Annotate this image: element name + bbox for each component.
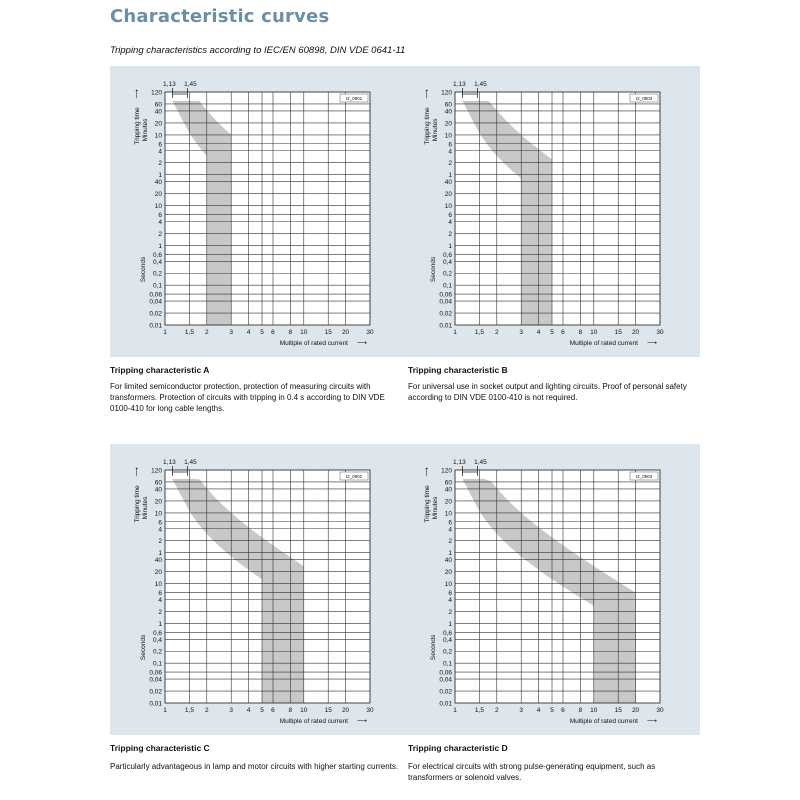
x-tick-label: 4 (536, 329, 541, 336)
y-tick-label-minutes: 60 (444, 479, 452, 487)
y-tick-label-minutes: 1 (158, 172, 162, 180)
y-tick-label-seconds: 6 (448, 589, 452, 597)
y-tick-label-minutes: 4 (158, 148, 162, 156)
x-tick-label: 1,5 (184, 329, 194, 336)
y-axis-label-seconds: Seconds (430, 256, 437, 283)
y-tick-label-seconds: 4 (158, 596, 162, 604)
x-tick-label: 15 (614, 329, 622, 336)
x-tick-label: 1 (163, 707, 167, 714)
top-marker-label-2: 1,45 (474, 459, 487, 466)
y-axis-arrow: ⟶ (134, 89, 141, 99)
x-axis-arrow: ⟶ (356, 340, 368, 347)
y-tick-label-minutes: 2 (158, 538, 162, 546)
y-tick-label-seconds: 0,06 (439, 669, 452, 677)
x-axis-arrow: ⟶ (646, 340, 658, 347)
chart-id-label: I2_0903 (635, 96, 653, 101)
y-tick-label-minutes: 20 (444, 498, 452, 506)
y-tick-label-seconds: 2 (448, 608, 452, 616)
x-tick-label: 10 (300, 707, 308, 714)
x-tick-label: 4 (536, 707, 541, 714)
x-tick-label: 8 (578, 707, 583, 714)
x-tick-label: 1 (453, 707, 457, 714)
y-tick-label-minutes: 1 (158, 550, 162, 558)
y-tick-label-minutes: 6 (158, 141, 162, 149)
y-tick-label-minutes: 120 (151, 467, 162, 475)
top-marker-label-1: 1,13 (163, 459, 176, 466)
x-tick-label: 5 (550, 707, 554, 714)
y-tick-label-seconds: 0,06 (439, 291, 452, 299)
x-tick-label: 20 (341, 329, 350, 336)
x-tick-label: 4 (246, 707, 251, 714)
y-tick-label-seconds: 4 (448, 596, 452, 604)
y-tick-label-seconds: 2 (448, 230, 452, 238)
x-tick-label: 8 (288, 707, 293, 714)
x-tick-label: 1 (163, 329, 167, 336)
y-axis-arrow: ⟶ (424, 467, 431, 477)
y-tick-label-seconds: 1 (448, 620, 452, 628)
y-axis-label-minutes: Minutes (142, 118, 149, 142)
chart-b (400, 66, 700, 357)
x-tick-label: 6 (561, 329, 565, 336)
x-tick-label: 5 (550, 329, 554, 336)
y-tick-label-seconds: 0,06 (149, 291, 162, 299)
y-tick-label-seconds: 0,4 (442, 636, 452, 644)
caption-body-c: Particularly advantageous in lamp and motor circuits with higher starting currents. (110, 762, 399, 771)
y-tick-label-seconds: 0,01 (439, 700, 452, 708)
y-tick-label-seconds: 0,01 (149, 322, 162, 330)
y-axis-label-tripping-time: Tripping time (134, 107, 141, 145)
y-tick-label-seconds: 4 (448, 218, 452, 226)
y-tick-label-minutes: 10 (154, 132, 162, 140)
caption-body-a: For limited semiconductor protection, protection of measuring circuits with transformers. Protection of circuits with tripping in 0.4 s according to DIN VDE 0100-410 for long cable lengths. (110, 382, 385, 413)
y-tick-label-minutes: 40 (444, 108, 452, 116)
x-tick-label: 15 (324, 329, 332, 336)
caption-title-d: Tripping characteristic D (408, 743, 508, 753)
y-tick-label-minutes: 20 (154, 120, 162, 128)
y-tick-label-seconds: 0,1 (152, 660, 162, 668)
y-tick-label-minutes: 10 (154, 510, 162, 518)
y-axis-label-tripping-time: Tripping time (424, 107, 431, 145)
chart-c (110, 444, 410, 735)
caption-body-b: For universal use in socket output and lighting circuits. Proof of personal safety according to DIN VDE 0100-410 is not required. (408, 382, 687, 402)
y-axis-label-seconds: Seconds (140, 256, 147, 283)
x-axis-arrow: ⟶ (356, 718, 368, 725)
y-tick-label-seconds: 0,02 (149, 688, 162, 696)
top-marker-label-1: 1,13 (453, 459, 466, 466)
top-marker-label-2: 1,45 (184, 81, 197, 88)
x-tick-label: 2 (494, 707, 499, 714)
y-tick-label-seconds: 1 (158, 242, 162, 250)
y-tick-label-seconds: 0,4 (152, 258, 162, 266)
x-axis-label: Multiple of rated current (569, 718, 638, 725)
y-tick-label-seconds: 0,04 (439, 298, 452, 306)
y-tick-label-seconds: 4 (158, 218, 162, 226)
y-tick-label-minutes: 4 (448, 526, 452, 534)
y-tick-label-seconds: 40 (444, 179, 452, 187)
y-tick-label-seconds: 6 (158, 211, 162, 219)
y-tick-label-minutes: 6 (448, 141, 452, 149)
y-tick-label-seconds: 0,2 (152, 270, 162, 278)
x-tick-label: 6 (271, 707, 275, 714)
x-tick-label: 15 (324, 707, 332, 714)
y-tick-label-seconds: 2 (158, 608, 162, 616)
y-tick-label-seconds: 20 (444, 191, 452, 199)
x-tick-label: 8 (288, 329, 293, 336)
y-tick-label-seconds: 20 (154, 191, 162, 199)
page-subtitle: Tripping characteristics according to IEC/EN 60898, DIN VDE 0641-11 (110, 45, 406, 56)
page-title: Characteristic curves (110, 6, 330, 27)
y-tick-label-seconds: 20 (154, 569, 162, 577)
chart-d (400, 444, 700, 735)
y-tick-label-minutes: 2 (448, 160, 452, 168)
caption-title-a: Tripping characteristic A (110, 365, 210, 375)
y-axis-label-tripping-time: Tripping time (424, 485, 431, 523)
x-tick-label: 1,5 (474, 329, 484, 336)
x-tick-label: 10 (590, 707, 598, 714)
y-tick-label-minutes: 4 (158, 526, 162, 534)
x-tick-label: 1,5 (474, 707, 484, 714)
y-tick-label-seconds: 10 (154, 581, 162, 589)
chart-id-label: I2_0901 (345, 96, 363, 101)
y-axis-label-seconds: Seconds (140, 634, 147, 661)
y-tick-label-minutes: 6 (448, 519, 452, 527)
y-tick-label-seconds: 6 (448, 211, 452, 219)
y-tick-label-minutes: 40 (444, 486, 452, 494)
y-tick-label-minutes: 40 (154, 486, 162, 494)
y-tick-label-seconds: 0,4 (442, 258, 452, 266)
y-tick-label-seconds: 0,04 (149, 298, 162, 306)
x-tick-label: 5 (260, 329, 264, 336)
y-tick-label-seconds: 10 (444, 203, 452, 211)
y-axis-label-minutes: Minutes (432, 118, 439, 142)
x-tick-label: 2 (204, 707, 209, 714)
y-axis-arrow: ⟶ (424, 89, 431, 99)
y-axis-label-minutes: Minutes (142, 496, 149, 520)
y-tick-label-seconds: 40 (154, 179, 162, 187)
y-axis-label-minutes: Minutes (432, 496, 439, 520)
chart-panel-a (110, 66, 410, 357)
chart-panel-c (110, 444, 410, 735)
y-tick-label-seconds: 0,6 (442, 251, 452, 259)
x-tick-label: 2 (494, 329, 499, 336)
y-tick-label-seconds: 0,01 (439, 322, 452, 330)
y-tick-label-seconds: 0,02 (439, 310, 452, 318)
y-tick-label-seconds: 6 (158, 589, 162, 597)
x-tick-label: 30 (366, 329, 374, 336)
y-tick-label-seconds: 10 (154, 203, 162, 211)
y-tick-label-seconds: 0,2 (152, 648, 162, 656)
x-tick-label: 4 (246, 329, 251, 336)
y-tick-label-minutes: 2 (448, 538, 452, 546)
y-axis-arrow: ⟶ (134, 467, 141, 477)
y-tick-label-seconds: 0,04 (149, 676, 162, 684)
y-tick-label-minutes: 120 (441, 467, 452, 475)
y-tick-label-seconds: 0,2 (442, 270, 452, 278)
x-tick-label: 3 (229, 329, 234, 336)
x-tick-label: 10 (300, 329, 308, 336)
chart-panel-b (400, 66, 700, 357)
y-tick-label-minutes: 60 (154, 479, 162, 487)
y-tick-label-seconds: 2 (158, 230, 162, 238)
y-tick-label-seconds: 40 (154, 557, 162, 565)
caption-body-d: For electrical circuits with strong pulse-generating equipment, such as transformers or solenoid valves. (408, 762, 656, 782)
y-tick-label-minutes: 120 (151, 89, 162, 97)
y-tick-label-seconds: 0,2 (442, 648, 452, 656)
x-tick-label: 10 (590, 329, 598, 336)
top-marker-label-2: 1,45 (184, 459, 197, 466)
y-tick-label-minutes: 40 (154, 108, 162, 116)
y-tick-label-seconds: 0,1 (442, 282, 452, 290)
x-tick-label: 8 (578, 329, 583, 336)
x-tick-label: 2 (204, 329, 209, 336)
y-tick-label-minutes: 20 (444, 120, 452, 128)
top-marker-label-1: 1,13 (163, 81, 176, 88)
y-tick-label-minutes: 20 (154, 498, 162, 506)
x-tick-label: 1,5 (184, 707, 194, 714)
y-tick-label-minutes: 60 (444, 101, 452, 109)
y-axis-label-tripping-time: Tripping time (134, 485, 141, 523)
y-tick-label-seconds: 0,6 (152, 251, 162, 259)
y-tick-label-seconds: 40 (444, 557, 452, 565)
y-tick-label-seconds: 0,06 (149, 669, 162, 677)
y-tick-label-seconds: 0,1 (152, 282, 162, 290)
x-tick-label: 5 (260, 707, 264, 714)
x-tick-label: 30 (366, 707, 374, 714)
y-tick-label-seconds: 0,02 (439, 688, 452, 696)
y-tick-label-seconds: 0,04 (439, 676, 452, 684)
x-axis-label: Multiple of rated current (569, 340, 638, 347)
x-axis-label: Multiple of rated current (279, 718, 348, 725)
x-tick-label: 30 (656, 707, 664, 714)
x-tick-label: 20 (631, 329, 640, 336)
y-tick-label-seconds: 0,6 (152, 629, 162, 637)
x-axis-arrow: ⟶ (646, 718, 658, 725)
chart-id-label: I2_0904 (635, 474, 653, 479)
x-tick-label: 3 (519, 707, 524, 714)
y-tick-label-minutes: 1 (448, 550, 452, 558)
y-tick-label-minutes: 10 (444, 132, 452, 140)
y-tick-label-minutes: 60 (154, 101, 162, 109)
y-tick-label-seconds: 1 (158, 620, 162, 628)
y-tick-label-minutes: 1 (448, 172, 452, 180)
chart-panel-d (400, 444, 700, 735)
x-tick-label: 30 (656, 329, 664, 336)
y-tick-label-seconds: 0,01 (149, 700, 162, 708)
y-axis-label-seconds: Seconds (430, 634, 437, 661)
x-tick-label: 6 (271, 329, 275, 336)
caption-title-b: Tripping characteristic B (408, 365, 508, 375)
x-tick-label: 20 (631, 707, 640, 714)
y-tick-label-seconds: 1 (448, 242, 452, 250)
x-tick-label: 20 (341, 707, 350, 714)
y-tick-label-minutes: 120 (441, 89, 452, 97)
x-tick-label: 6 (561, 707, 565, 714)
y-tick-label-seconds: 10 (444, 581, 452, 589)
x-tick-label: 3 (519, 329, 524, 336)
chart-id-label: I2_0902 (345, 474, 363, 479)
y-tick-label-seconds: 0,1 (442, 660, 452, 668)
top-marker-label-2: 1,45 (474, 81, 487, 88)
x-tick-label: 1 (453, 329, 457, 336)
y-tick-label-seconds: 0,02 (149, 310, 162, 318)
x-tick-label: 3 (229, 707, 234, 714)
y-tick-label-seconds: 0,6 (442, 629, 452, 637)
top-marker-label-1: 1,13 (453, 81, 466, 88)
chart-a (110, 66, 410, 357)
y-tick-label-minutes: 2 (158, 160, 162, 168)
x-tick-label: 15 (614, 707, 622, 714)
y-tick-label-minutes: 6 (158, 519, 162, 527)
y-tick-label-seconds: 20 (444, 569, 452, 577)
x-axis-label: Multiple of rated current (279, 340, 348, 347)
caption-title-c: Tripping characteristic C (110, 743, 210, 753)
y-tick-label-seconds: 0,4 (152, 636, 162, 644)
y-tick-label-minutes: 10 (444, 510, 452, 518)
y-tick-label-minutes: 4 (448, 148, 452, 156)
